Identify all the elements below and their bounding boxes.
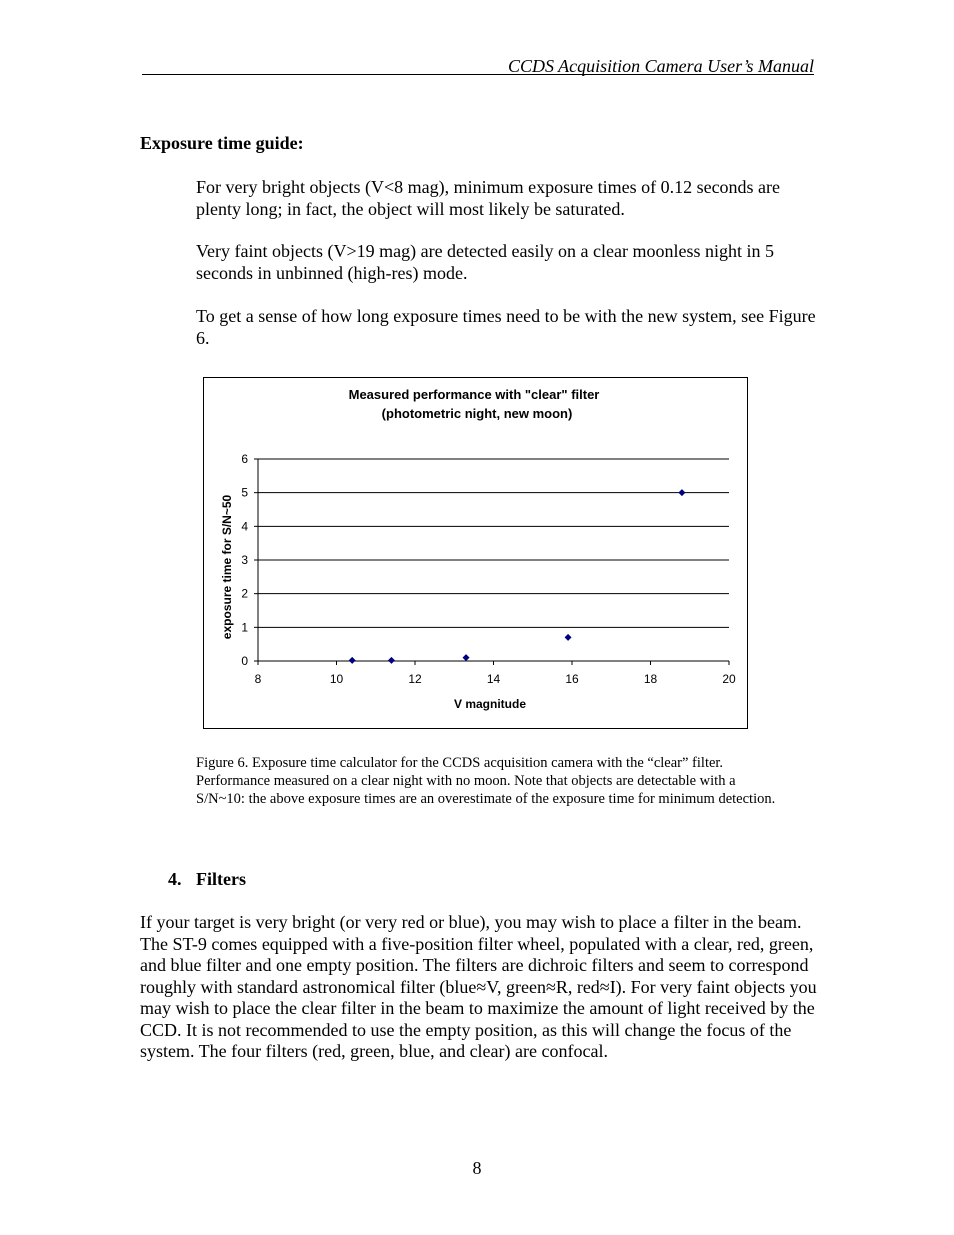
page-number: 8 [472, 1158, 482, 1178]
data-point-marker [678, 489, 685, 496]
data-point-marker [349, 657, 356, 664]
y-axis-label: exposure time for S/N~50 [220, 494, 234, 640]
x-tick-label: 16 [565, 672, 579, 686]
exposure-paragraph-figure-ref: To get a sense of how long exposure times need to be with the new system, see Figure 6. [196, 306, 816, 348]
chart-canvas [204, 378, 749, 730]
x-tick-label: 10 [329, 672, 344, 686]
filters-body-text: If your target is very bright (or very red or blue), you may wish to place a filter in the beam. The ST-9 comes equipped with a five-position filter wheel, populated with a clear, red, green, and blue filter and one empty position. The filters are dichroic filters and seem to correspond roughly with standard astronomical filter (blue≈V, green≈R, red≈I). For very faint objects you may wish to place the clear filter in the beam to maximize the amount of light received by the CCD. It is not recommended to use the empty position, as this will change the focus of the system. The four filters (red, green, blue, and clear) are confocal. [140, 912, 817, 1061]
y-tick-label: 2 [241, 586, 248, 601]
figure-6-chart [203, 377, 748, 729]
data-point-marker [565, 634, 572, 641]
section-title: Filters [196, 869, 246, 889]
filters-section-heading [168, 869, 246, 890]
y-tick-label: 6 [241, 452, 248, 466]
chart-gridlines [258, 459, 729, 627]
exposure-paragraph-bright: For very bright objects (V<8 mag), minimum exposure times of 0.12 seconds are plenty long; in fact, the object will most likely be saturated. [196, 177, 781, 219]
exposure-paragraph-faint: Very faint objects (V>19 mag) are detected easily on a clear moonless night in 5 seconds in unbinned (high-res) mode. [196, 241, 774, 283]
exposure-guide-heading: Exposure time guide: [140, 133, 304, 153]
x-tick-label: 20 [722, 672, 736, 686]
chart-subtitle: (photometric night, new moon) [381, 406, 573, 421]
x-tick-label: 8 [254, 672, 262, 686]
header-rule [142, 74, 814, 75]
y-tick-label: 5 [241, 485, 248, 500]
figure-caption: Figure 6. Exposure time calculator for the CCDS acquisition camera with the “clear” filter. Performance measured on a clear night with no moon. Note that objects are detectable with a S/N~10: the above exposure times are an overestimate of the exposure time for minimum detection. [196, 755, 776, 807]
data-point-marker [463, 654, 470, 661]
chart-axes [254, 459, 729, 665]
chart-tick-labels [241, 452, 736, 686]
x-tick-label: 14 [486, 672, 501, 686]
y-tick-label: 4 [241, 519, 248, 534]
running-header-title: CCDS Acquisition Camera User’s Manual [507, 56, 814, 76]
x-axis-label: V magnitude [453, 697, 527, 711]
y-tick-label: 3 [241, 553, 248, 567]
chart-data-points [349, 489, 686, 664]
data-point-marker [388, 657, 395, 664]
y-tick-label: 1 [241, 620, 248, 635]
chart-title: Measured performance with "clear" filter [348, 387, 600, 402]
section-number: 4. [168, 869, 182, 889]
x-tick-label: 12 [408, 672, 422, 686]
y-tick-label: 0 [241, 654, 248, 668]
x-tick-label: 18 [643, 672, 658, 686]
